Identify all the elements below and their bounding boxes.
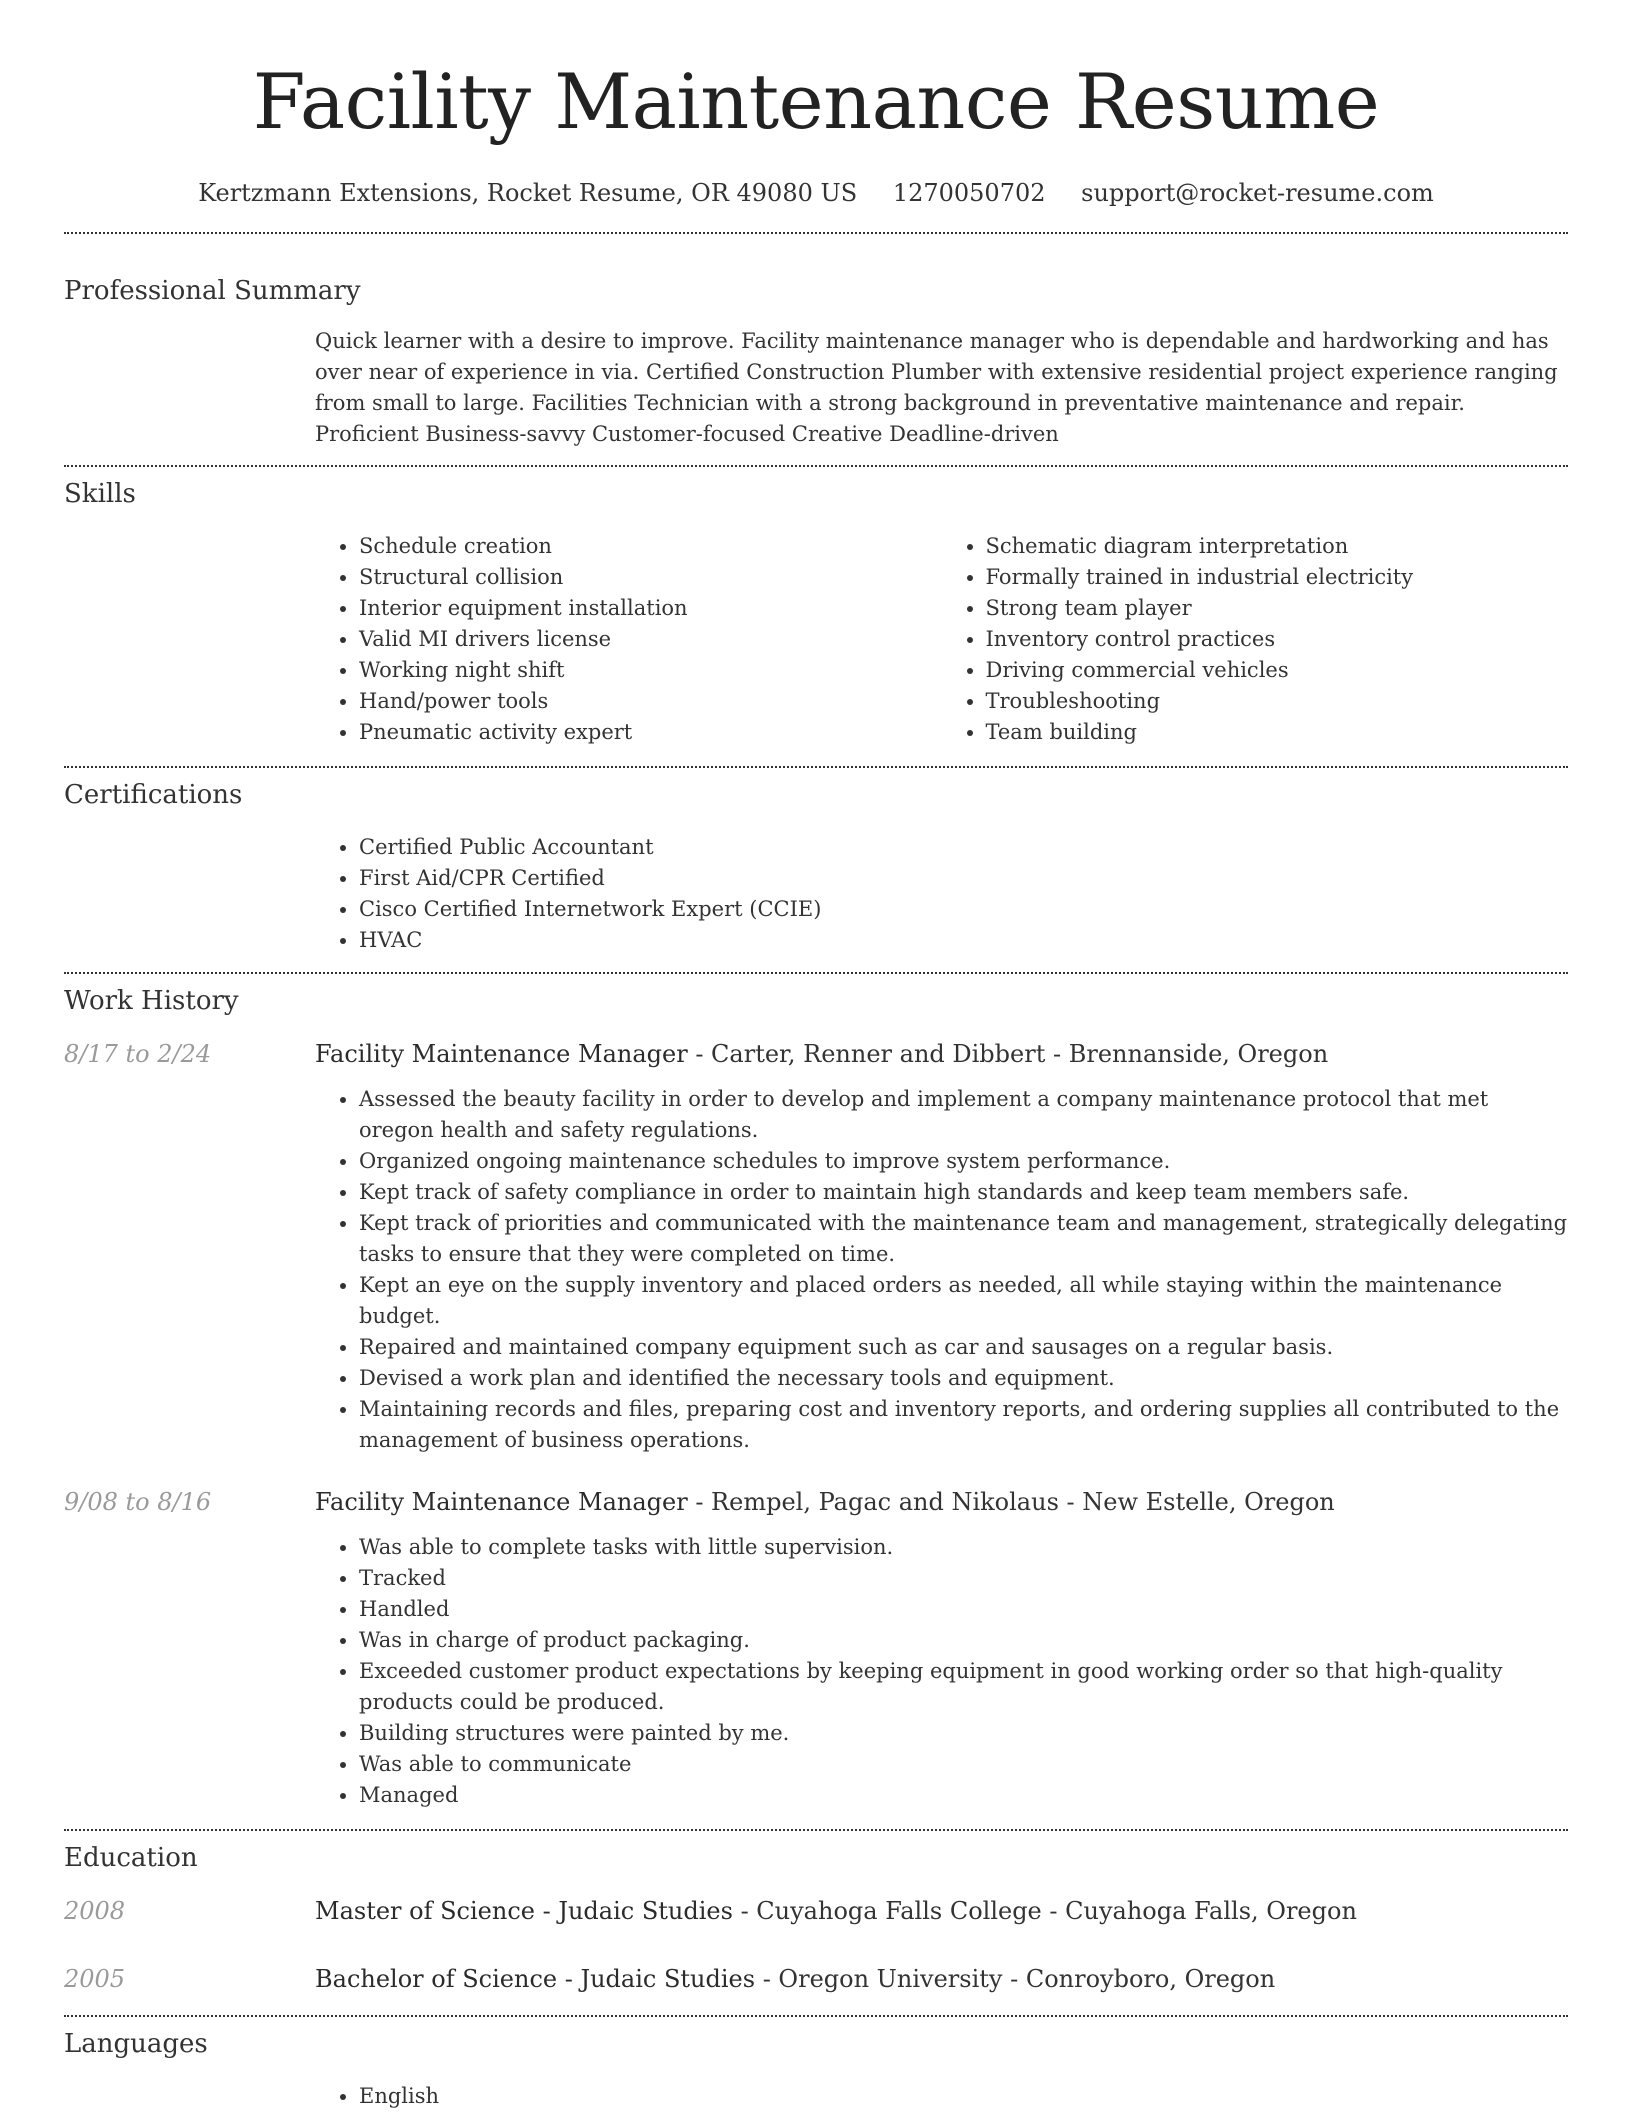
education-year: 2005 bbox=[64, 1965, 126, 1993]
job-bullet: • Exceeded customer product expectations by keeping equipment in good working order so that high-quality products could be produced. bbox=[359, 1656, 1568, 1718]
job-company: - Carter, Renner and Dibbert - Brennanside, Oregon bbox=[687, 1040, 1329, 1068]
section-divider bbox=[64, 1829, 1568, 1831]
job-bullet: • Was able to communicate bbox=[359, 1749, 1568, 1780]
skill-item: • Inventory control practices bbox=[986, 624, 1569, 655]
job-dates: 8/17 to 2/24 bbox=[64, 1040, 212, 1068]
certification-item: • Cisco Certified Internetwork Expert (CCIE) bbox=[359, 894, 1568, 925]
job-bullet: • Managed bbox=[359, 1780, 1568, 1811]
education-year: 2008 bbox=[64, 1897, 126, 1925]
education-entry bbox=[64, 1963, 1568, 1995]
job-bullet: • Building structures were painted by me. bbox=[359, 1718, 1568, 1749]
skills-section bbox=[64, 477, 1568, 748]
section-divider bbox=[64, 972, 1568, 974]
skills-list-right bbox=[942, 531, 1569, 748]
job-bullets bbox=[315, 1532, 1568, 1811]
skill-item: • Team building bbox=[986, 717, 1569, 748]
skill-item: • Strong team player bbox=[986, 593, 1569, 624]
job-company: - Rempel, Pagac and Nikolaus - New Estelle, Oregon bbox=[687, 1488, 1335, 1516]
skill-item: • Formally trained in industrial electricity bbox=[986, 562, 1569, 593]
skill-item: • Structural collision bbox=[359, 562, 942, 593]
education-entry bbox=[64, 1895, 1568, 1927]
education-degree: Bachelor of Science - Judaic Studies bbox=[315, 1965, 756, 1993]
section-divider bbox=[64, 465, 1568, 467]
job-title: Facility Maintenance Manager bbox=[315, 1488, 688, 1516]
education-school: - Oregon University - Conroyboro, Oregon bbox=[755, 1965, 1276, 1993]
education-section bbox=[64, 1841, 1568, 1995]
section-divider bbox=[64, 232, 1568, 234]
job-entry bbox=[64, 1486, 1568, 1811]
skill-item: • Schematic diagram interpretation bbox=[986, 531, 1569, 562]
education-heading-line bbox=[315, 1895, 1357, 1927]
job-bullet: • Repaired and maintained company equipment such as car and sausages on a regular basis. bbox=[359, 1332, 1568, 1363]
job-dates: 9/08 to 8/16 bbox=[64, 1488, 212, 1516]
certification-item: • HVAC bbox=[359, 925, 1568, 956]
summary-text: Quick learner with a desire to improve. Facility maintenance manager who is dependable and hardworking and has over near of experience in via. Certified Construction Plumber with extensive residential project experience ranging from small to large. Facilities Technician with a strong background in preventative maintenance and repair. Proficient Business-savvy Customer-focused Creative Deadline-driven bbox=[315, 329, 1558, 446]
skills-heading: Skills bbox=[64, 479, 136, 509]
job-bullet: • Was in charge of product packaging. bbox=[359, 1625, 1568, 1656]
job-entry bbox=[64, 1038, 1568, 1456]
job-bullet: • Organized ongoing maintenance schedules to improve system performance. bbox=[359, 1146, 1568, 1177]
job-bullet: • Was able to complete tasks with little supervision. bbox=[359, 1532, 1568, 1563]
skill-item: • Valid MI drivers license bbox=[359, 624, 942, 655]
certifications-heading: Certifications bbox=[64, 780, 243, 810]
section-divider bbox=[64, 2015, 1568, 2017]
skill-item: • Troubleshooting bbox=[986, 686, 1569, 717]
language-item: • English bbox=[359, 2081, 1568, 2112]
job-heading bbox=[315, 1038, 1328, 1070]
skill-item: • Working night shift bbox=[359, 655, 942, 686]
job-bullet: • Handled bbox=[359, 1594, 1568, 1625]
skill-item: • Interior equipment installation bbox=[359, 593, 942, 624]
summary-heading: Professional Summary bbox=[64, 276, 361, 306]
job-bullet: • Tracked bbox=[359, 1563, 1568, 1594]
skill-item: • Driving commercial vehicles bbox=[986, 655, 1569, 686]
certification-item: • First Aid/CPR Certified bbox=[359, 863, 1568, 894]
section-divider bbox=[64, 766, 1568, 768]
job-bullet: • Kept track of priorities and communicated with the maintenance team and management, strategically delegating tasks to ensure that they were completed on time. bbox=[359, 1208, 1568, 1270]
resume-title: Facility Maintenance Resume bbox=[252, 57, 1380, 146]
job-bullet: • Devised a work plan and identified the necessary tools and equipment. bbox=[359, 1363, 1568, 1394]
languages-list bbox=[315, 2081, 1568, 2112]
education-school: - Cuyahoga Falls College - Cuyahoga Falls, Oregon bbox=[732, 1897, 1357, 1925]
skill-item: • Schedule creation bbox=[359, 531, 942, 562]
summary-section bbox=[64, 274, 1568, 450]
job-bullet: • Assessed the beauty facility in order to develop and implement a company maintenance protocol that met oregon health and safety regulations. bbox=[359, 1084, 1568, 1146]
education-degree: Master of Science - Judaic Studies bbox=[315, 1897, 733, 1925]
job-bullet: • Kept track of safety compliance in order to maintain high standards and keep team members safe. bbox=[359, 1177, 1568, 1208]
languages-section bbox=[64, 2027, 1568, 2112]
certification-item: • Certified Public Accountant bbox=[359, 832, 1568, 863]
contact-email: support@rocket-resume.com bbox=[1081, 179, 1434, 207]
contact-phone: 1270050702 bbox=[892, 179, 1046, 207]
work-history-heading: Work History bbox=[64, 986, 239, 1016]
job-heading bbox=[315, 1486, 1335, 1518]
skills-list-left bbox=[315, 531, 942, 748]
education-heading: Education bbox=[64, 1843, 198, 1873]
education-heading-line bbox=[315, 1963, 1275, 1995]
job-bullet: • Maintaining records and files, preparing cost and inventory reports, and ordering supplies all contributed to the management of business operations. bbox=[359, 1394, 1568, 1456]
languages-heading: Languages bbox=[64, 2029, 208, 2059]
contact-address: Kertzmann Extensions, Rocket Resume, OR 49080 US bbox=[198, 179, 858, 207]
skill-item: • Pneumatic activity expert bbox=[359, 717, 942, 748]
certifications-list bbox=[315, 832, 1568, 956]
skill-item: • Hand/power tools bbox=[359, 686, 942, 717]
job-bullet: • Kept an eye on the supply inventory and placed orders as needed, all while staying within the maintenance budget. bbox=[359, 1270, 1568, 1332]
certifications-section bbox=[64, 778, 1568, 956]
job-title: Facility Maintenance Manager bbox=[315, 1040, 688, 1068]
job-bullets bbox=[315, 1084, 1568, 1456]
contact-line bbox=[64, 178, 1568, 208]
work-history-section bbox=[64, 984, 1568, 1811]
